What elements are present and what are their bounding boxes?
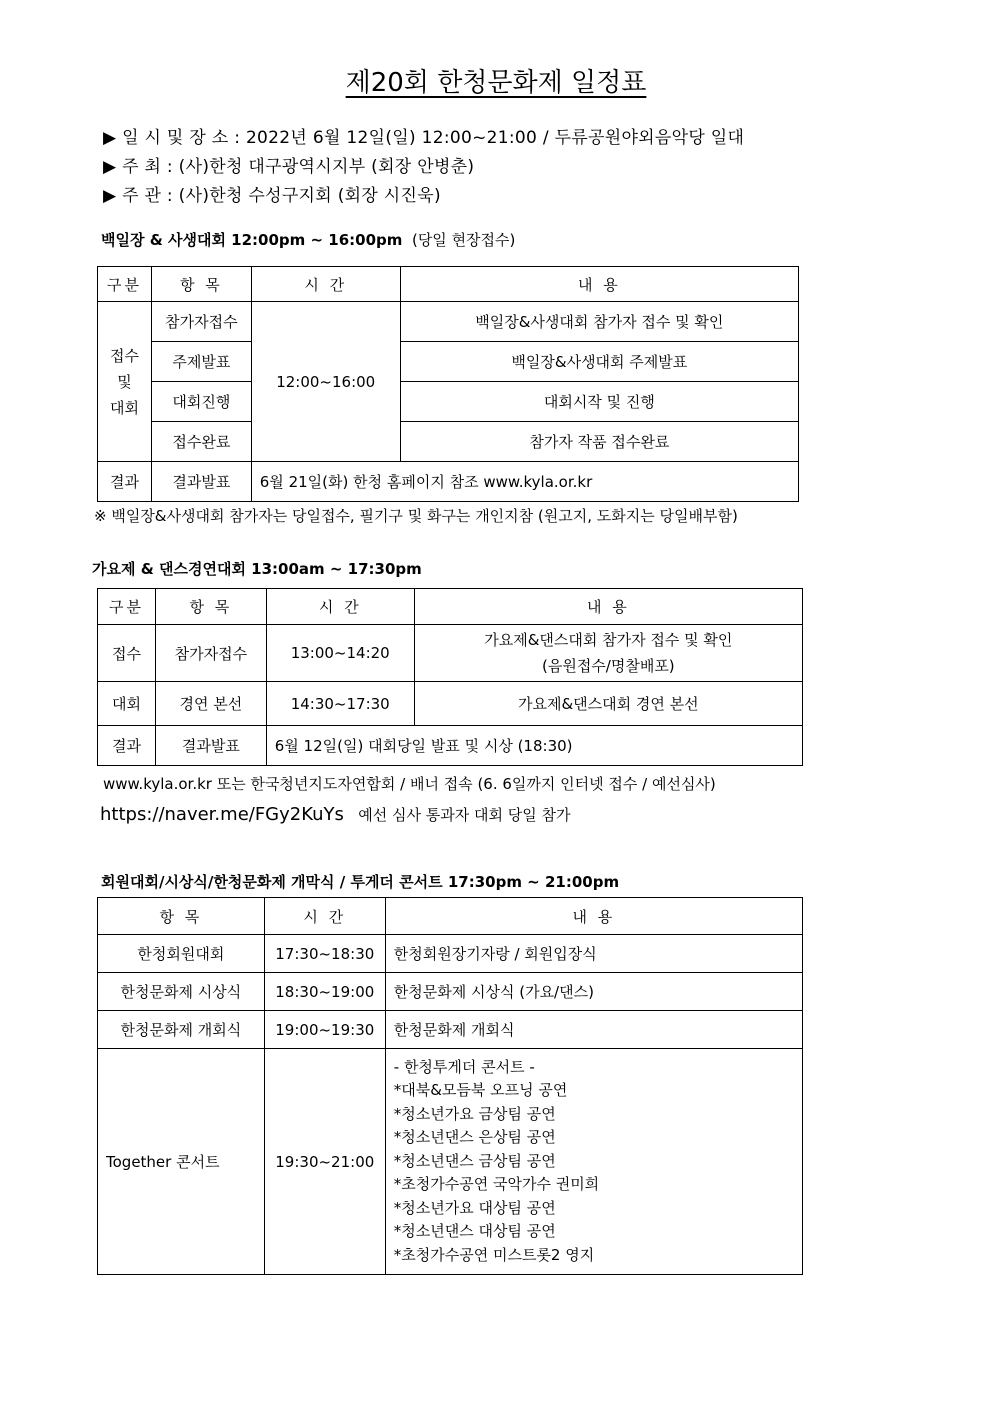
section3-table [97, 897, 803, 1275]
table-row [98, 973, 803, 1011]
program-line: *청소년댄스 은상팀 공연 [393, 1128, 556, 1147]
table-row [98, 1011, 803, 1049]
program-line: *청소년댄스 대상팀 공연 [393, 1222, 556, 1241]
item-cell: 결과발표 [151, 462, 251, 502]
table-row [98, 1049, 803, 1275]
content-cell: 백일장&사생대회 참가자 접수 및 확인 [400, 302, 798, 342]
item-cell: 대회진행 [151, 382, 251, 422]
header-cell: 항 목 [151, 267, 251, 302]
table-row [98, 682, 803, 726]
table-header-row [98, 589, 803, 625]
time-cell: 17:30~18:30 [264, 935, 385, 973]
table-row [98, 462, 799, 502]
info-host: ▶ 주 최 : (사)한청 대구광역시지부 (회장 안병춘) [103, 157, 475, 177]
content-cell [414, 625, 802, 682]
section2-note: www.kyla.or.kr 또는 한국청년지도자연합회 / 배너 접속 (6. 6일까지 인터넷 접수 / 예선심사) [103, 775, 716, 793]
content-cell: 6월 21일(화) 한청 홈페이지 참조 www.kyla.or.kr [251, 462, 798, 502]
section2-link-line [100, 804, 570, 825]
item-cell: 한청문화제 시상식 [98, 973, 265, 1011]
table-header-row [98, 898, 803, 935]
content-cell: 한청문화제 시상식 (가요/댄스) [385, 973, 802, 1011]
item-cell: Together 콘서트 [98, 1049, 265, 1275]
table-row [98, 342, 799, 382]
header-cell: 내 용 [400, 267, 798, 302]
content-cell: 대회시작 및 진행 [400, 382, 798, 422]
time-cell: 19:00~19:30 [264, 1011, 385, 1049]
content-cell: 한청문화제 개회식 [385, 1011, 802, 1049]
program-line: *대북&모듬북 오프닝 공연 [393, 1081, 568, 1100]
table-row [98, 625, 803, 682]
header-cell: 시 간 [264, 898, 385, 935]
group-cell: 대회 [98, 682, 156, 726]
content-cell: 참가자 작품 접수완료 [400, 422, 798, 462]
table-row [98, 726, 803, 766]
time-cell: 14:30~17:30 [266, 682, 414, 726]
section3-heading: 회원대회/시상식/한청문화제 개막식 / 투게더 콘서트 17:30pm ~ 21:00pm [101, 873, 620, 891]
table-row [98, 935, 803, 973]
header-cell: 항 목 [98, 898, 265, 935]
group-cell: 접수 [98, 625, 156, 682]
section1-table [97, 266, 799, 502]
section1-heading: 백일장 & 사생대회 12:00pm ~ 16:00pm (당일 현장접수) [101, 231, 516, 249]
table-row [98, 302, 799, 342]
header-cell: 시 간 [251, 267, 400, 302]
group-cell: 결과 [98, 726, 156, 766]
registration-note: 예선 심사 통과자 대회 당일 참가 [358, 806, 571, 824]
table-header-row [98, 267, 799, 302]
header-cell: 시 간 [266, 589, 414, 625]
header-cell: 내 용 [385, 898, 802, 935]
concert-program [385, 1049, 802, 1275]
registration-link[interactable]: https://naver.me/FGy2KuYs [100, 804, 344, 825]
program-line: *청소년가요 금상팀 공연 [393, 1104, 556, 1123]
table-row [98, 422, 799, 462]
item-cell: 한청문화제 개회식 [98, 1011, 265, 1049]
group-cell: 결과 [98, 462, 152, 502]
content-cell: 가요제&댄스대회 경연 본선 [414, 682, 802, 726]
item-cell: 한청회원대회 [98, 935, 265, 973]
item-cell: 접수완료 [151, 422, 251, 462]
time-cell: 19:30~21:00 [264, 1049, 385, 1275]
header-cell: 내 용 [414, 589, 802, 625]
content-cell: 한청회원장기자랑 / 회원입장식 [385, 935, 802, 973]
time-cell: 12:00~16:00 [251, 302, 400, 462]
item-cell: 주제발표 [151, 342, 251, 382]
info-organizer: ▶ 주 관 : (사)한청 수성구지회 (회장 시진욱) [103, 186, 441, 206]
info-datetime-venue: ▶ 일 시 및 장 소 : 2022년 6월 12일(일) 12:00~21:00 / 두류공원야외음악당 일대 [103, 128, 745, 148]
section1-note: ※ 백일장&사생대회 참가자는 당일접수, 필기구 및 화구는 개인지참 (원고지, 도화지는 당일배부함) [94, 507, 738, 525]
item-cell: 결과발표 [155, 726, 266, 766]
program-line: *초청가수공연 국악가수 권미희 [393, 1175, 600, 1194]
page-title: 제20회 한청문화제 일정표 [345, 68, 647, 98]
program-line: *청소년가요 대상팀 공연 [393, 1198, 556, 1217]
content-line: 가요제&댄스대회 참가자 접수 및 확인 [484, 631, 733, 649]
program-line: *초청가수공연 미스트롯2 영지 [393, 1245, 595, 1264]
program-line: - 한청투게더 콘서트 - [393, 1057, 535, 1076]
program-line: *청소년댄스 금상팀 공연 [393, 1151, 556, 1170]
item-cell: 경연 본선 [155, 682, 266, 726]
section2-table [97, 588, 803, 766]
content-cell: 백일장&사생대회 주제발표 [400, 342, 798, 382]
time-cell: 18:30~19:00 [264, 973, 385, 1011]
section2-heading: 가요제 & 댄스경연대회 13:00am ~ 17:30pm [92, 560, 422, 578]
header-cell: 구분 [98, 267, 152, 302]
item-cell: 참가자접수 [155, 625, 266, 682]
content-line: (음원접수/명찰배포) [541, 657, 675, 675]
header-cell: 구분 [98, 589, 156, 625]
table-row [98, 382, 799, 422]
time-cell: 13:00~14:20 [266, 625, 414, 682]
header-cell: 항 목 [155, 589, 266, 625]
item-cell: 참가자접수 [151, 302, 251, 342]
group-cell: 접수 및 대회 [98, 302, 152, 462]
content-cell: 6월 12일(일) 대회당일 발표 및 시상 (18:30) [266, 726, 802, 766]
